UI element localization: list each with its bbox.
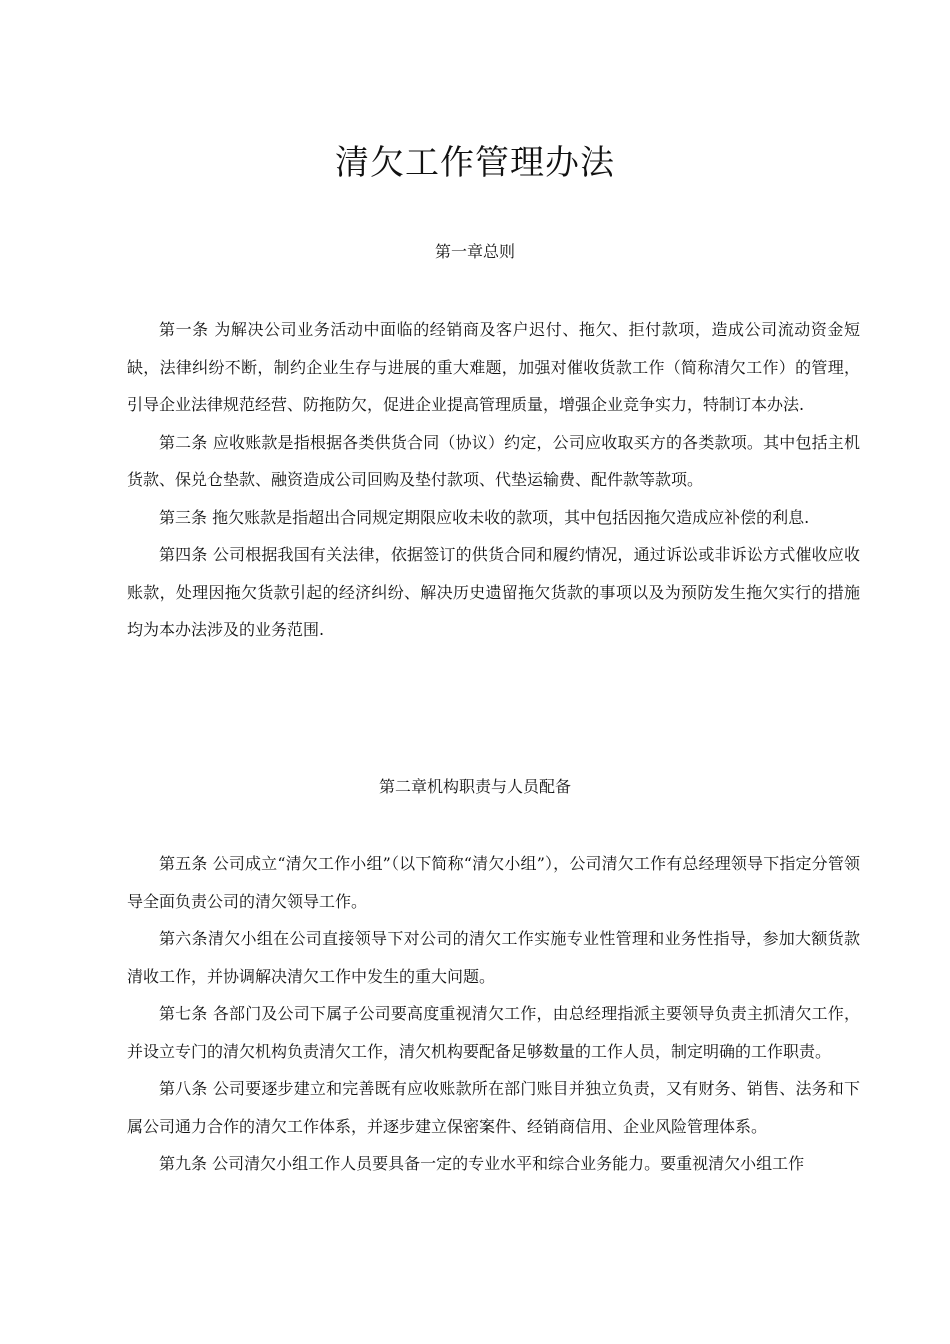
article-paragraph: 第三条 拖欠账款是指超出合同规定期限应收未收的款项，其中包括因拖欠造成应补偿的利息. [159, 507, 810, 527]
document-title: 清欠工作管理办法 [335, 143, 615, 183]
article-paragraph: 第九条 公司清欠小组工作人员要具备一定的专业水平和综合业务能力。要重视清欠小组工作 [159, 1154, 805, 1173]
article-paragraph: 第五条 公司成立“清欠工作小组”（以下简称“清欠小组”），公司清欠工作有总经理领导下指定分管领导全面负责公司的清欠领导工作。 [127, 854, 860, 911]
article-paragraph: 第八条 公司要逐步建立和完善既有应收账款所在部门账目并独立负责，又有财务、销售、法务和下属公司通力合作的清欠工作体系，并逐步建立保密案件、经销商信用、企业风险管理体系。 [127, 1079, 860, 1136]
chapter-2-body [127, 845, 860, 1183]
article-paragraph: 第二条 应收账款是指根据各类供货合同（协议）约定，公司应收取买方的各类款项。其中包括主机货款、保兑仓垫款、融资造成公司回购及垫付款项、代垫运输费、配件款等款项。 [127, 432, 860, 489]
chapter-heading: 第一章总则 [434, 242, 515, 261]
chapter-heading: 第二章机构职责与人员配备 [378, 777, 571, 796]
article-paragraph: 第一条 为解决公司业务活动中面临的经销商及客户迟付、拖欠、拒付款项，造成公司流动资金短缺，法律纠纷不断，制约企业生存与进展的重大难题，加强对催收货款工作（简称清欠工作）的管理，引导企业法律规范经营、防拖防欠，促进企业提高管理质量，增强企业竞争实力，特制订本办法. [127, 320, 860, 414]
chapter-1-body [127, 311, 860, 649]
article-paragraph: 第六条清欠小组在公司直接领导下对公司的清欠工作实施专业性管理和业务性指导，参加大额货款清收工作，并协调解决清欠工作中发生的重大问题。 [127, 929, 860, 986]
article-paragraph: 第四条 公司根据我国有关法律，依据签订的供货合同和履约情况，通过诉讼或非诉讼方式催收应收账款，处理因拖欠货款引起的经济纠纷、解决历史遗留拖欠货款的事项以及为预防发生拖欠实行的措施均为本办法涉及的业务范围. [127, 545, 860, 639]
article-paragraph: 第七条 各部门及公司下属子公司要高度重视清欠工作，由总经理指派主要领导负责主抓清欠工作，并设立专门的清欠机构负责清欠工作，清欠机构要配备足够数量的工作人员，制定明确的工作职责。 [127, 1004, 860, 1061]
